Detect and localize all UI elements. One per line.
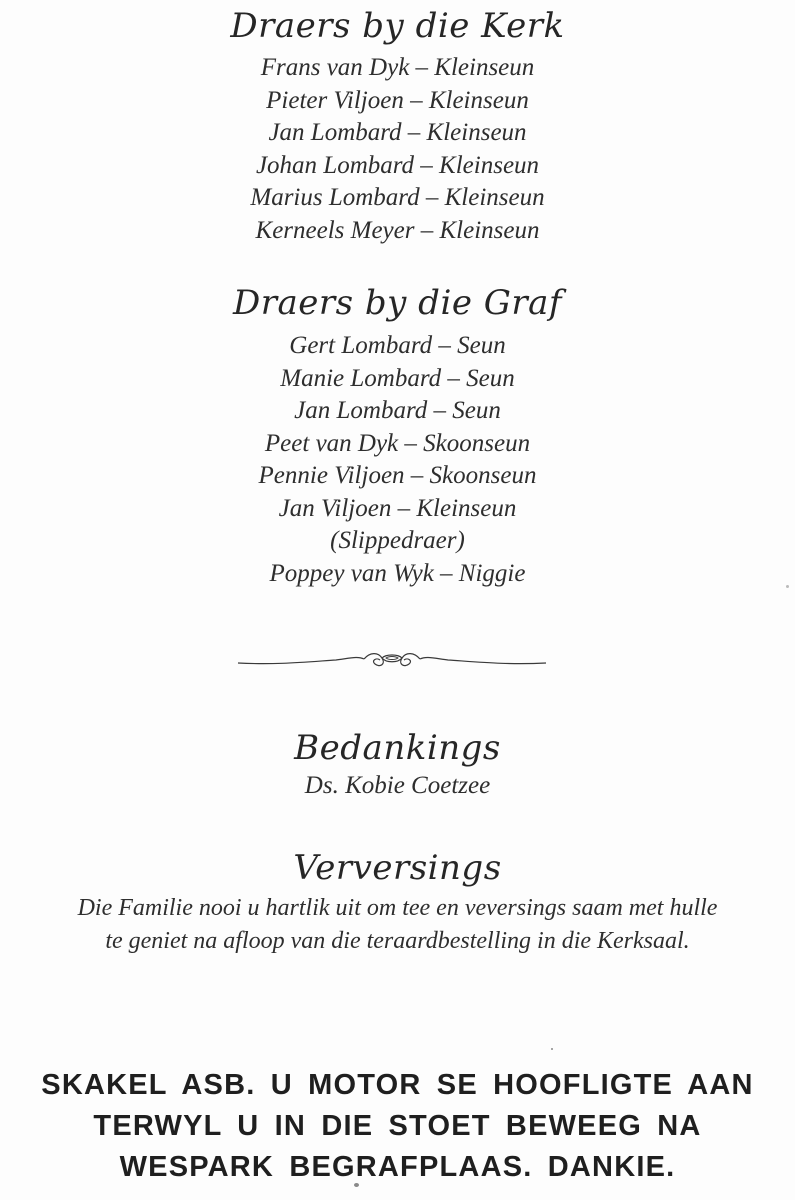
list-item: Peet van Dyk – Skoonseun xyxy=(264,429,531,457)
list-item: Marius Lombard – Kleinseun xyxy=(250,184,545,211)
list-item: Pennie Viljoen – Skoonseun xyxy=(258,462,537,489)
list-item: (Slippedraer) xyxy=(330,527,465,554)
list-item: Jan Viljoen – Kleinseun xyxy=(278,494,517,522)
list-draers-graf xyxy=(0,330,795,590)
list-item: Johan Lombard – Kleinseun xyxy=(255,151,540,179)
notice-line: TERWYL U IN DIE STOET BEWEEG NA xyxy=(93,1110,702,1142)
heading-verversings: Verversings xyxy=(293,848,502,888)
notice-line: SKAKEL ASB. U MOTOR SE HOOFLIGTE AAN xyxy=(41,1069,754,1101)
heading-draers-kerk: Draers by die Kerk xyxy=(230,6,565,46)
heading-bedankings: Bedankings xyxy=(294,728,501,768)
list-item: Jan Lombard – Kleinseun xyxy=(268,119,527,146)
list-item: Gert Lombard – Seun xyxy=(289,332,506,359)
list-item: Kerneels Meyer – Kleinseun xyxy=(255,216,540,244)
list-item: Jan Lombard – Seun xyxy=(294,397,501,424)
list-item: Manie Lombard – Seun xyxy=(280,364,515,392)
verversings-line: Die Familie nooi u hartlik uit om tee en veversings saam met hulle xyxy=(77,895,718,921)
bedankings-text: Ds. Kobie Coetzee xyxy=(304,772,491,799)
list-item: Poppey van Wyk – Niggie xyxy=(269,559,526,587)
list-item: Pieter Viljoen – Kleinseun xyxy=(266,86,529,114)
scan-speck xyxy=(551,1048,553,1050)
heading-draers-graf: Draers by die Graf xyxy=(232,283,563,323)
scan-speck xyxy=(354,1183,359,1187)
list-draers-kerk xyxy=(0,52,795,247)
scan-speck xyxy=(786,585,789,588)
notice-line: WESPARK BEGRAFPLAAS. DANKIE. xyxy=(119,1151,676,1183)
ornamental-divider xyxy=(236,648,548,676)
list-item: Frans van Dyk – Kleinseun xyxy=(260,54,535,81)
verversings-line: te geniet na afloop van die teraardbestelling in die Kerksaal. xyxy=(105,928,690,954)
